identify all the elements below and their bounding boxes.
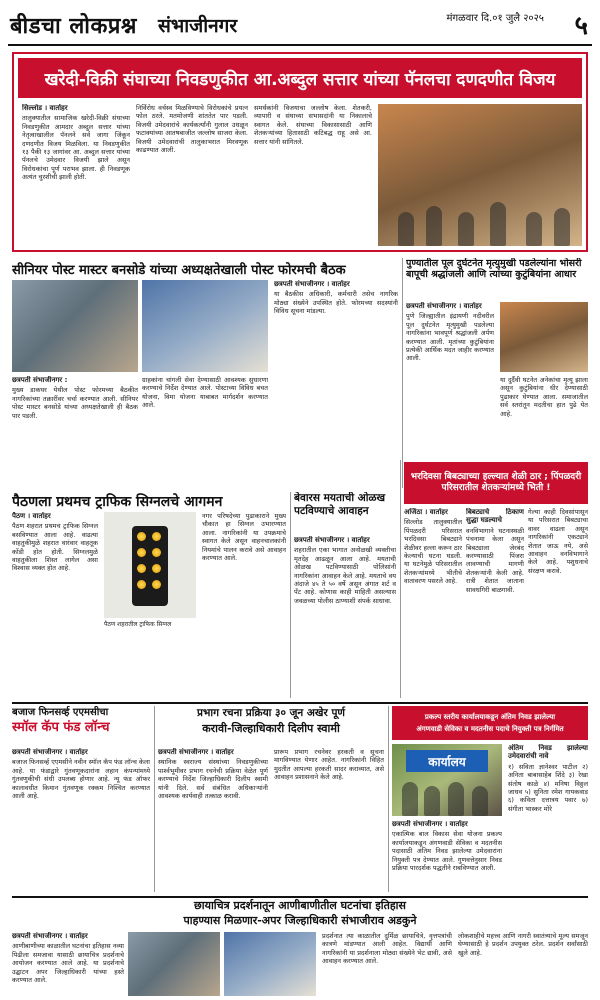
traffic-signal-icon (132, 526, 168, 606)
exhibition-photo-2 (224, 932, 316, 996)
bajaj-story (12, 706, 150, 892)
pune-bridge-photo (500, 302, 588, 372)
anganwadi-headline-bar (392, 706, 588, 740)
anganwadi-story (392, 706, 588, 892)
post-office-photo-1 (12, 280, 138, 372)
pune-bridge-col-2: या दुर्दैवी घटनेत अनेकांचा मृत्यू झाला असून कुटुंबियांना धीर देण्यासाठी पुढाकार घेण्यात आला. समाजातील सर्व स्तरांतून मदतीचा हात पुढे येत आहे. (500, 376, 588, 418)
ward-col-2: प्रारूप प्रभाग रचनेवर हरकती व सूचना मागविण्यात येणार आहेत. नागरिकांनी विहित मुदतीत आपल्या हरकती सादर कराव्यात, असे आवाहन प्रशासनाने केले आहे. (274, 748, 384, 782)
bajaj-headline-1: बजाज फिनसर्व्ह एएमसीचा (12, 707, 109, 718)
bajaj-headline (12, 706, 150, 744)
post-office-col-1 (12, 376, 138, 484)
exhibition-photo-1 (128, 932, 220, 996)
post-office-story (12, 258, 398, 488)
anganwadi-office-sign: कार्यालय (406, 750, 488, 772)
post-office-headline: सीनियर पोस्ट मास्टर बनसोडे यांच्या अध्यक्षतेखाली पोस्ट फोरमची बैठक (12, 263, 346, 278)
traffic-col-1 (12, 512, 98, 692)
notice-byline: छत्रपती संभाजीनगर । वार्ताहर (294, 536, 370, 544)
ward-headline (158, 706, 384, 744)
traffic-body (12, 512, 286, 698)
leopard-col-1 (404, 508, 462, 696)
bajaj-body: बजाज फिनसर्व्ह एएमसीने नवीन स्मॉल कॅप फंड लॉन्च केला आहे. या फंडाद्वारे गुंतवणूकदारांना लहान कंपन्यांमध्ये गुंतवणुकीची संधी उपलब्ध होणार आहे. न्यू फंड ऑफर कालावधीत किमान गुंतवणूक रक्कम निश्चित करण्यात आली आहे. (12, 758, 150, 801)
traffic-byline: पैठण । वार्ताहर (12, 512, 51, 520)
lead-col-1 (22, 104, 130, 246)
lead-col-2: निर्विरोध वर्चस्व मिळविण्याचे विरोधकांचे प्रयत्न फोल ठरले. मतमोजणी शांततेत पार पडली. विजयी उमेदवारांचे कार्यकर्त्यांनी गुलाल उधळून फटाक्यांच्या आतषबाजीत जल्लोष साजरा केला. विजयी उमेदवारांची तालुकाभरात मिरवणूक काढण्यात आली. (136, 104, 248, 155)
notice-col (294, 536, 396, 694)
traffic-col-2: नगर परिषदेच्या पुढाकाराने मुख्य चौकात हा सिग्नल उभारण्यात आला. नागरिकांनी या उपक्रमाचे स्वागत केले असून वाहनचालकांनी नियमांचे पालन करावे असे आवाहन करण्यात आले. (202, 512, 286, 563)
leopard-col-3: गेल्या काही दिवसांपासून या परिसरात बिबट्याचा वावर वाढला असून नागरिकांनी एकट्याने शेतात जाऊ नये, असे आवाहन वनविभागाने केले आहे. पशुधनाचे संरक्षण करावे. (528, 508, 588, 575)
bajaj-col (12, 748, 150, 888)
post-office-byline: छत्रपती संभाजीनगर । वार्ताहर (274, 280, 350, 288)
exhibition-col-2: प्रदर्शनात त्या काळातील दुर्मिळ छायाचित्रे, वृत्तपत्रांची कात्रणे मांडण्यात आली आहेत. विद्यार्थी आणि नागरिकांनी या प्रदर्शनाला मोठ्या संख्येने भेट द्यावी, असे आवाहन करण्यात आले. (322, 932, 452, 966)
traffic-body-1: पैठण शहरात प्रथमच ट्राफिक सिग्नल बसविण्यात आला आहे. वाढत्या वाहतुकीमुळे शहरात वारंवार वाहतूक कोंडी होत होती. सिग्नलमुळे वाहतुकीला शिस्त लागेल असा विश्वास व्यक्त होत आहे. (12, 522, 98, 573)
leopard-headline: भरदिवसा बिबट्याच्या हल्ल्यात शेळी ठार ; पिंपळदरी परिसरातील शेतकऱ्यांमध्ये भिती ! (410, 472, 582, 493)
ward-headline-2: करावी-जिल्हाधिकारी दिलीप स्वामी (202, 722, 340, 735)
traffic-signal-photo (104, 512, 196, 618)
ward-body-1: स्थानिक स्वराज्य संस्थांच्या निवडणुकीच्या पार्श्वभूमीवर प्रभाग रचनेची प्रक्रिया वेळेत पूर्ण करण्याचे निर्देश जिल्हाधिकारी दिलीप स्वामी यांनी दिले. सर्व संबंधित अधिकाऱ्यांनी आवश्यक कार्यवाही तत्काळ करावी. (158, 758, 268, 801)
notice-headline: बेवारस मयताची ओळख पटविण्याचे आवाहन (294, 492, 386, 517)
post-office-photo-2 (142, 280, 268, 372)
exhibition-story (12, 898, 588, 998)
bajaj-byline: छत्रपती संभाजीनगर । वार्ताहर (12, 748, 88, 756)
traffic-headline: पैठणला प्रथमच ट्राफिक सिग्नलचे आगमन (12, 494, 223, 510)
lead-story (12, 52, 588, 252)
notice-body: शहरातील एका भागात अनोळखी व्यक्तीचा मृतदेह आढळून आला आहे. मयताची ओळख पटविण्यासाठी पोलिसांनी नागरिकांना आवाहन केले आहे. मयताचे वय अंदाजे ४५ ते ५० वर्षे असून अंगात शर्ट व पँट आहे. कोणास काही माहिती असल्यास जवळच्या पोलीस ठाण्याशी संपर्क साधावा. (294, 546, 396, 605)
leopard-col-2 (466, 508, 524, 696)
leopard-body-1: सिल्लोड तालुक्यातील पिंपळदरी परिसरात भरदिवसा बिबट्याने शेळीवर हल्ला करून ठार केल्याची घटना घडली. या घटनेमुळे परिसरातील शेतकऱ्यांमध्ये भीतीचे वातावरण पसरले आहे. (404, 518, 462, 586)
leopard-subhead: बिबट्याचे ठिकाण सुद्धा घडल्याचे (466, 508, 524, 525)
pune-bridge-body-1: पुणे जिल्ह्यातील इंद्रायणी नदीवरील पूल दुर्घटनेत मृत्युमुखी पडलेल्या नागरिकांना भावपूर्ण श्रद्धांजली अर्पण करण्यात आली. मृतांच्या कुटुंबियांना प्रत्येकी आर्थिक मदत जाहीर करण्यात आली. (406, 312, 494, 363)
edition-city: संभाजीनगर (158, 15, 238, 37)
ward-headline-1: प्रभाग रचना प्रक्रिया ३० जून अखेर पूर्ण (197, 707, 345, 719)
lead-body-1: तालुक्यातील सामाजिक खरेदी-विक्री संघाच्या निवडणुकीत आमदार अब्दुल सत्तार यांच्या नेतृत्वाखालील पॅनलने सर्व जागा जिंकून दणदणीत विजय मिळविला. या निवडणुकीत १३ पैकी १३ जागांवर आ. अब्दुल सत्तार यांच्या पॅनलचे उमेदवार विजयी झाले असून विरोधकांचा पूर्ण पराभव झाला. ही निवडणूक अत्यंत चुरशीची झाली होती. (22, 114, 130, 182)
anganwadi-photo (392, 744, 502, 816)
exhibition-col-3: लोकशाहीचे महत्त्व आणि नागरी स्वातंत्र्याचे मूल्य समजून घेण्यासाठी हे प्रदर्शन उपयुक्त ठरेल. प्रदर्शन सर्वांसाठी खुले आहे. (458, 932, 588, 957)
issue-date: मंगळवार दि.०१ जुलै २०२५ (446, 13, 544, 24)
ward-story (158, 706, 384, 892)
post-office-body-3: या बैठकीस अधिकारी, कर्मचारी तसेच नागरिक मोठ्या संख्येने उपस्थित होते. फोरमच्या सदस्यांनी विविध सूचना मांडल्या. (274, 290, 398, 316)
leopard-byline: अजिंठा । वार्ताहर (404, 508, 448, 516)
exhibition-byline: छत्रपती संभाजीनगर । वार्ताहर (12, 932, 88, 940)
leopard-headline-bar (404, 462, 588, 504)
leopard-body-2: वनविभागाने घटनास्थळी पंचनामा केला असून बिबट्याला जेरबंद करण्यासाठी पिंजरा लावण्याची मागणी शेतकऱ्यांनी केली आहे. रात्री शेतात जाताना सावधगिरी बाळगावी. (466, 526, 524, 594)
lead-col-3: समर्थकांनी विजयाचा जल्लोष केला. शेतकरी, व्यापारी व संघाच्या सभासदांनी या निकालाचे स्वागत केले. संघाच्या विकासासाठी आणि शेतकऱ्यांच्या हितासाठी कटिबद्ध राहू असे आ. सत्तार यांनी सांगितले. (254, 104, 372, 146)
pune-bridge-col-1 (406, 302, 494, 452)
anganwadi-body-2: १) सविता ज्ञानेश्वर पाटील २) अनिता बाबासाहेब शिंदे ३) रेखा संतोष काळे ४) मनिषा विठ्ठल जाधव ५) सुनिता रमेश गायकवाड ६) कविता दत्तात्रय पवार ७) संगीता भास्कर मोरे (508, 762, 588, 813)
anganwadi-headline-1: प्रकल्प स्तरीय कार्यालयाकडून अंतिम निवड झालेल्या (424, 713, 556, 721)
exhibition-col-1 (12, 932, 124, 996)
traffic-caption: पैठण शहरातील ट्राफिक सिग्नल (104, 621, 172, 628)
exhibition-headline-1: छायाचित्र प्रदर्शनातून आणीबाणीतील घटनांचा इतिहास (194, 899, 406, 912)
lead-photo (378, 104, 582, 246)
newspaper-title: बीडचा लोकप्रश्न (10, 13, 137, 39)
anganwadi-byline: छत्रपती संभाजीनगर । वार्ताहर (392, 820, 468, 828)
ward-col-1 (158, 748, 268, 888)
notice-story (294, 492, 396, 698)
lead-headline: खरेदी-विक्री संघाच्या निवडणुकीत आ.अब्दुल सत्तार यांच्या पॅनलचा दणदणीत विजय (18, 58, 582, 98)
post-office-col-2: ग्राहकांना चांगली सेवा देण्यासाठी आवश्यक सुधारणा करण्याचे निर्देश देण्यात आले. पोस्टाच्या विविध बचत योजना, विमा योजना याबाबत मार्गदर्शन करण्यात आले. (142, 376, 268, 410)
post-office-col-3 (274, 280, 398, 484)
post-office-caption: छत्रपती संभाजीनगर : (12, 376, 68, 384)
anganwadi-col-2 (508, 744, 588, 890)
exhibition-body-1: आणीबाणीच्या काळातील घटनांचा इतिहास नव्या पिढीला समजावा यासाठी छायाचित्र प्रदर्शनाचे आयोजन करण्यात आले आहे. या प्रदर्शनाचे उद्घाटन अपर जिल्हाधिकारी यांच्या हस्ते करण्यात आले. (12, 942, 124, 985)
exhibition-headline-2: पाहण्यास मिळणार-अपर जिल्हाधिकारी संभाजीराव अडकुने (183, 914, 417, 927)
anganwadi-subhead: अंतिम निवड झालेल्या उमेदवारांची नावे (508, 744, 588, 761)
bajaj-headline-2: स्मॉल कॅप फंड लॉन्च (12, 720, 110, 735)
anganwadi-col-1 (392, 820, 502, 890)
pune-bridge-headline: पुण्यातील पूल दुर्घटनेत मृत्युमुखी पडलेल्यांना भोसरी बापूची श्रद्धांजली आणि त्यांच्या कुटुंबियांना आधार (406, 258, 582, 280)
ward-byline: छत्रपती संभाजीनगर । वार्ताहर (158, 748, 234, 756)
anganwadi-headline-2: अंगणवाडी सेविका व मदतनीस पदाचे नियुक्ती पत्र निर्गमित (416, 725, 564, 733)
post-office-body-1: मुख्य डाकघर येथील पोस्ट फोरमच्या बैठकीत नागरिकांच्या तक्रारींवर चर्चा करण्यात आली. सीनियर पोस्ट मास्टर बनसोडे यांच्या अध्यक्षतेखाली ही बैठक पार पडली. (12, 386, 138, 420)
exhibition-headline (12, 898, 588, 930)
page-number: ५ (574, 11, 588, 41)
lead-byline: सिल्लोड । वार्ताहर (22, 104, 68, 112)
masthead (8, 6, 592, 46)
pune-bridge-story (406, 258, 588, 458)
anganwadi-body-1: एकात्मिक बाल विकास सेवा योजना प्रकल्प कार्यालयाकडून अंगणवाडी सेविका व मदतनीस पदासाठी अंतिम निवड झालेल्या उमेदवारांना नियुक्ती पत्र देण्यात आले. गुणवत्तेनुसार निवड प्रक्रिया पारदर्शक पद्धतीने राबविण्यात आली. (392, 830, 502, 873)
pune-bridge-byline: छत्रपती संभाजीनगर । वार्ताहर (406, 302, 482, 310)
